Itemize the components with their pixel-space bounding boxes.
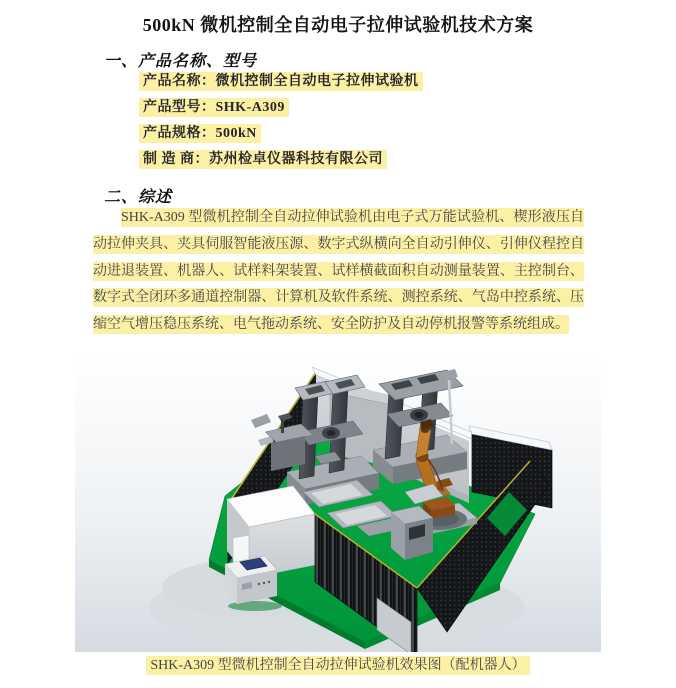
product-spec-text: 产品规格：500kN (139, 124, 261, 143)
overview-text: SHK-A309 型微机控制全自动拉伸试验机由电子式万能试验机、楔形液压自动拉伸夹具、夹具伺服智能液压源、数字式纵横向全自动引伸仪、引伸仪程控自动进退装置、机器人、试样料架装置、试样横截面积自动测量装置、主控制台、数字式全闭环多通道控制器、计算机及软件系统、测控系统、气岛中控系统、压缩空气增压稳压系统、电气拖动系统、安全防护及自动停机报警等系统组成。 (93, 210, 584, 333)
product-name-text: 产品名称：微机控制全自动电子拉伸试验机 (139, 72, 423, 91)
product-model-text: 产品型号：SHK-A309 (139, 98, 289, 117)
figure-caption (0, 654, 676, 674)
manufacturer-line (139, 148, 423, 168)
overview-paragraph (93, 205, 584, 339)
figure-machine-room (75, 356, 601, 652)
product-spec-line (139, 122, 423, 142)
machine-room-rendering (75, 356, 601, 652)
product-name-line (139, 70, 423, 90)
manufacturer-text: 制 造 商：苏州检卓仪器科技有限公司 (139, 150, 387, 169)
page-title: 500kN 微机控制全自动电子拉伸试验机技术方案 (142, 15, 534, 35)
section-heading-overview: 二、综述 (104, 189, 173, 206)
figure-caption-text: SHK-A309 型微机控制全自动拉伸试验机效果图（配机器人） (146, 656, 529, 675)
product-model-line (139, 96, 423, 116)
section-heading-product: 一、产品名称、型号 (104, 53, 258, 70)
product-info-list (139, 70, 423, 174)
